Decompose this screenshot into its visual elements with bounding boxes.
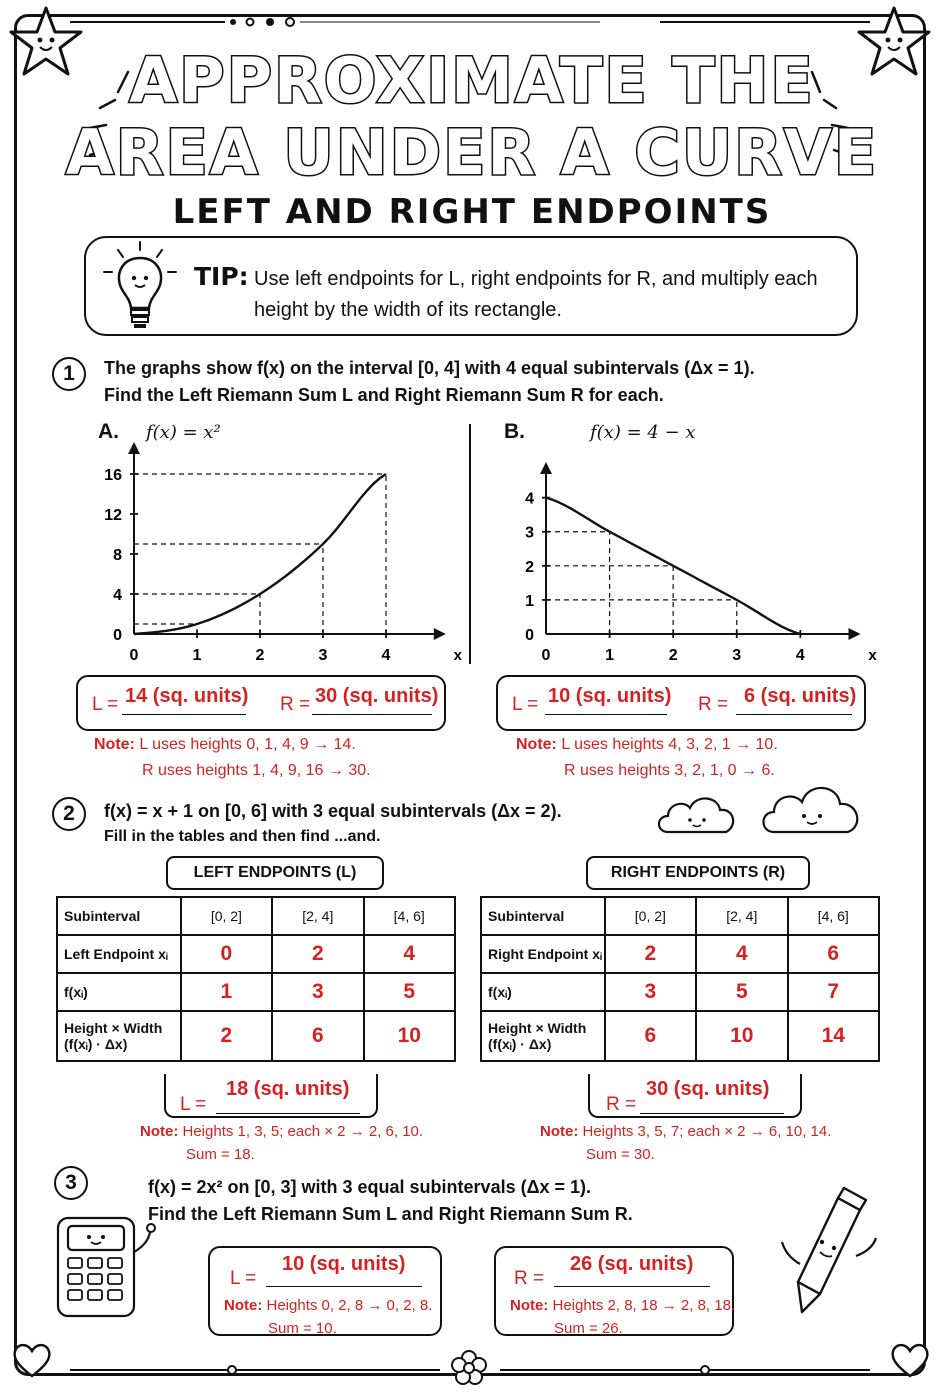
q2-l-answer[interactable]: 18 (sq. units): [226, 1078, 350, 1100]
table-cell-answer[interactable]: 5: [364, 973, 456, 1011]
x-tick-label: 0: [541, 647, 551, 664]
table-row-label: Subinterval: [57, 897, 181, 935]
table-row-label: Height × Width (f(xᵢ) · Δx): [481, 1011, 605, 1061]
q1b-note: Note: L uses heights 4, 3, 2, 1 → 10. R uses heights 3, 2, 1, 0 → 6.: [516, 736, 778, 779]
table-cell-answer[interactable]: 4: [364, 935, 456, 973]
q3-l-answer[interactable]: 10 (sq. units): [282, 1253, 406, 1275]
question-3-text: f(x) = 2x² on [0, 3] with 3 equal subintervals (Δx = 1). Find the Left Riemann Sum L and Right Riemann Sum R.: [148, 1177, 633, 1224]
q2-r-label: R =: [606, 1094, 637, 1115]
q3-r-underline: [554, 1286, 710, 1287]
table-row: [481, 973, 879, 1011]
table-cell-answer[interactable]: 1: [181, 973, 272, 1011]
q3-r-note: Note: Heights 2, 8, 18 → 2, 8, 18. Sum = 26.: [510, 1297, 736, 1337]
table-row: [481, 935, 879, 973]
heart-icon: [10, 1340, 54, 1380]
x-axis-label: x: [453, 647, 462, 664]
graph-b: [500, 428, 877, 668]
table-cell-answer[interactable]: 2: [605, 935, 696, 973]
q1b-r-answer[interactable]: 6 (sq. units): [744, 685, 857, 707]
table-cell-answer[interactable]: 0: [181, 935, 272, 973]
table-cell: [0, 2]: [181, 897, 272, 935]
question-2-number: 2: [52, 797, 86, 831]
x-tick-label: 2: [255, 647, 265, 664]
question-2-text: f(x) = x + 1 on [0, 6] with 3 equal subintervals (Δx = 2). Fill in the tables and then find ...and.: [104, 801, 562, 845]
q1b-l-label: L =: [512, 694, 539, 715]
x-tick-label: 3: [318, 647, 328, 664]
table-row: [57, 973, 455, 1011]
table-cell-answer[interactable]: 14: [788, 1011, 879, 1061]
title-line-2: AREA UNDER A CURVE: [65, 116, 879, 189]
graph-a-letter: A.: [98, 420, 119, 443]
q3-l-label: L =: [230, 1268, 257, 1289]
tip-label: TIP:: [194, 262, 249, 291]
question-1-number: 1: [52, 357, 86, 391]
y-axis-arrow: [128, 442, 140, 454]
q1b-r-underline: [736, 714, 852, 715]
x-tick-label: 2: [668, 647, 678, 664]
table-row: [57, 1011, 455, 1061]
x-axis-arrow: [849, 628, 861, 640]
q2-l-note: Note: Heights 1, 3, 5; each × 2 → 2, 6, 10. Sum = 18.: [140, 1123, 424, 1163]
subtitle: LEFT AND RIGHT ENDPOINTS: [172, 192, 772, 232]
q3-l-note: Note: Heights 0, 2, 8 → 0, 2, 8. Sum = 10.: [224, 1297, 433, 1337]
y-tick-label: 1: [525, 592, 534, 610]
y-tick-label: 4: [113, 587, 122, 604]
function-curve: [134, 474, 386, 634]
title-line-1: APPROXIMATE THE: [129, 44, 815, 117]
y-tick-label: 8: [113, 547, 122, 564]
table-cell-answer[interactable]: 3: [272, 973, 363, 1011]
table-cell: [2, 4]: [272, 897, 363, 935]
q2-r-note: Note: Heights 3, 5, 7; each × 2 → 6, 10, 14. Sum = 30.: [540, 1123, 832, 1163]
graph-b-function: f(x) = 4 − x: [590, 422, 696, 443]
left-table-title: LEFT ENDPOINTS (L): [166, 856, 384, 890]
table-cell-answer[interactable]: 3: [605, 973, 696, 1011]
q2-r-answer[interactable]: 30 (sq. units): [646, 1078, 770, 1100]
table-cell-answer[interactable]: 2: [181, 1011, 272, 1061]
table-cell: [4, 6]: [788, 897, 879, 935]
y-tick-label: 3: [525, 524, 534, 542]
table-row: [57, 897, 455, 935]
tip-text: Use left endpoints for L, right endpoints for R, and multiply each height by the width of its rectangle.: [254, 268, 818, 321]
graph-a: [90, 428, 462, 668]
x-tick-label: 1: [605, 647, 615, 664]
table-row-label: f(xᵢ): [481, 973, 605, 1011]
q3-r-label: R =: [514, 1268, 545, 1289]
q1b-l-answer[interactable]: 10 (sq. units): [548, 685, 672, 707]
y-tick-label: 2: [525, 558, 534, 576]
y-tick-label: 4: [525, 490, 534, 508]
table-row: [481, 897, 879, 935]
q1a-l-underline: [122, 714, 246, 715]
right-table-title: RIGHT ENDPOINTS (R): [586, 856, 810, 890]
q3-l-underline: [266, 1286, 422, 1287]
x-tick-label: 4: [795, 647, 805, 664]
q1a-r-underline: [312, 714, 432, 715]
graph-a-function: f(x) = x²: [146, 422, 221, 443]
graph-divider: [466, 424, 474, 664]
table-row: [57, 935, 455, 973]
cloud-face-icon: [758, 776, 866, 838]
table-cell-answer[interactable]: 4: [696, 935, 787, 973]
table-cell: [2, 4]: [696, 897, 787, 935]
y-tick-label: 0: [525, 627, 534, 644]
table-cell-answer[interactable]: 6: [788, 935, 879, 973]
table-cell-answer[interactable]: 6: [272, 1011, 363, 1061]
y-tick-label: 0: [113, 627, 122, 644]
calculator-icon: [52, 1212, 166, 1320]
x-tick-label: 3: [732, 647, 742, 664]
table-cell: [4, 6]: [364, 897, 456, 935]
table-cell-answer[interactable]: 5: [696, 973, 787, 1011]
q2-l-underline: [216, 1113, 360, 1114]
y-tick-label: 16: [104, 467, 122, 484]
left-endpoints-table: [56, 896, 456, 1062]
y-tick-label: 12: [104, 507, 122, 524]
flower-icon: [446, 1348, 492, 1388]
q1a-l-answer[interactable]: 14 (sq. units): [125, 685, 249, 707]
graph-b-letter: B.: [504, 420, 525, 443]
q1b-l-underline: [545, 714, 667, 715]
q3-r-answer[interactable]: 26 (sq. units): [570, 1253, 694, 1275]
q1b-r-label: R =: [698, 694, 729, 715]
table-row-label: Left Endpoint xᵢ: [57, 935, 181, 973]
question-3-number: 3: [54, 1166, 88, 1200]
x-axis-arrow: [434, 628, 446, 640]
table-cell: [0, 2]: [605, 897, 696, 935]
cloud-face-icon: [654, 790, 740, 838]
x-axis-label: x: [868, 647, 877, 664]
y-axis-arrow: [540, 462, 552, 474]
q1a-r-label: R =: [280, 694, 311, 715]
table-cell-answer[interactable]: 6: [605, 1011, 696, 1061]
question-1-text: The graphs show f(x) on the interval [0, 4] with 4 equal subintervals (Δx = 1). Find the Left Riemann Sum L and Right Riemann Sum R for each.: [104, 358, 755, 405]
table-cell-answer[interactable]: 10: [364, 1011, 456, 1061]
x-tick-label: 1: [192, 647, 202, 664]
x-tick-label: 0: [129, 647, 139, 664]
q1a-l-label: L =: [92, 694, 119, 715]
q2-l-label: L =: [180, 1094, 207, 1115]
table-row-label: Right Endpoint xᵢ: [481, 935, 605, 973]
table-row-label: Height × Width (f(xᵢ) · Δx): [57, 1011, 181, 1061]
q1a-note: Note: L uses heights 0, 1, 4, 9 → 14. R uses heights 1, 4, 9, 16 → 30.: [94, 736, 371, 779]
q2-r-underline: [640, 1113, 784, 1114]
x-tick-label: 4: [381, 647, 391, 664]
table-cell-answer[interactable]: 10: [696, 1011, 787, 1061]
table-row: [481, 1011, 879, 1061]
table-cell-answer[interactable]: 2: [272, 935, 363, 973]
table-row-label: Subinterval: [481, 897, 605, 935]
heart-icon: [888, 1340, 932, 1380]
lightbulb-icon: [98, 238, 182, 334]
table-cell-answer[interactable]: 7: [788, 973, 879, 1011]
right-endpoints-table: [480, 896, 880, 1062]
table-row-label: f(xᵢ): [57, 973, 181, 1011]
pencil-icon: [772, 1186, 888, 1320]
q1a-r-answer[interactable]: 30 (sq. units): [315, 685, 439, 707]
